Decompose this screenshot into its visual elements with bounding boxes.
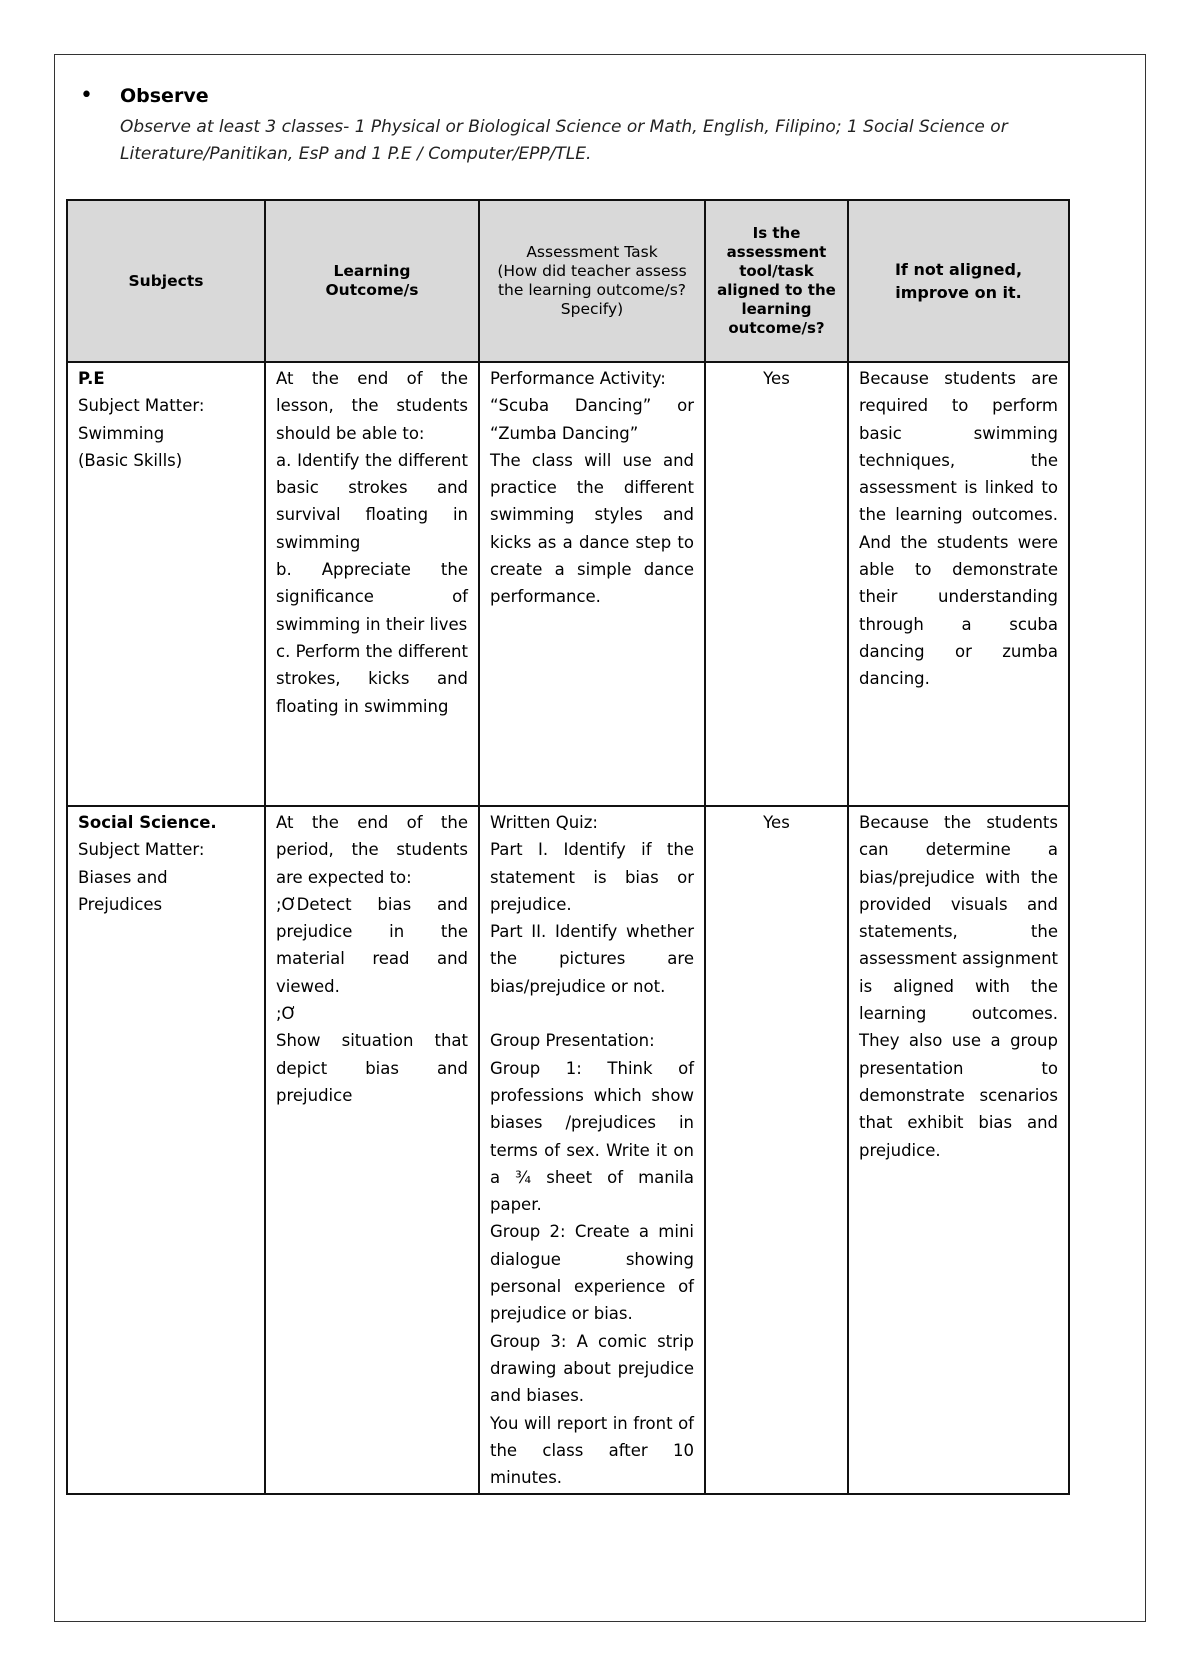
outcomes-text: At the end of the lesson, the students should be able to: a. Identify the different basic strokes and survival floating in swimming b. Appreciate the significance of swimming in their lives c. Perform the different strokes, kicks and floating in swimming [276, 369, 468, 716]
improve-text: Because the students can determine a bias/prejudice with the provided visuals and statements, the assessment assignment is aligned with the learning outcomes. They also use a group presentation to demonstrate scenarios that exhibit bias and prejudice. [859, 813, 1059, 1160]
header-aligned: Is the assessment tool/task aligned to the learning outcome/s? [705, 200, 848, 362]
improve-cell [848, 806, 1069, 1494]
header-assessment-task: Assessment Task (How did teacher assess the learning outcome/s? Specify) [479, 200, 705, 362]
aligned-value: Yes [763, 813, 790, 832]
outcomes-cell [265, 362, 479, 806]
instruction-text: Observe at least 3 classes- 1 Physical or Biological Science or Math, English, Filipino; 1 Social Science or Literature/Panitikan, EsP and 1 P.E / Computer/EPP/TLE. [120, 117, 1008, 164]
table-header-row [67, 200, 1069, 362]
table-row [67, 362, 1069, 806]
assessment-text: Written Quiz: Part I. Identify if the statement is bias or prejudice. Part II. Identify whether the pictures are bias/prejudice or not. Group Presentation: Group 1: Think of professions which show biases /prejudices in terms of sex. Write it on a ¾ sheet of manila paper. Group 2: Create a mini dialogue showing personal experience of prejudice or bias. Group 3: A comic strip drawing about prejudice and biases. You will report in front of the class after 10 minutes. [490, 813, 694, 1488]
assessment-cell [479, 806, 705, 1494]
aligned-cell [705, 362, 848, 806]
observation-table [66, 199, 1070, 1495]
assessment-text: Performance Activity: “Scuba Dancing” or “Zumba Dancing” The class will use and practice the different swimming styles and kicks as a dance step to create a simple dance performance. [490, 369, 694, 607]
bullet-icon: • [80, 83, 93, 108]
aligned-value: Yes [763, 369, 790, 388]
header-learning-outcomes: Learning Outcome/s [265, 200, 479, 362]
subject-title: Social Science. [78, 813, 217, 832]
improve-cell [848, 362, 1069, 806]
subject-detail: Subject Matter: Biases and Prejudices [78, 840, 205, 914]
header-improve: If not aligned, improve on it. [848, 200, 1069, 362]
header-subjects: Subjects [67, 200, 265, 362]
subject-cell [67, 806, 265, 1494]
observe-heading [80, 84, 209, 108]
outcomes-cell [265, 806, 479, 1494]
subject-detail: Subject Matter: Swimming (Basic Skills) [78, 396, 205, 470]
improve-text: Because students are required to perform basic swimming techniques, the assessment is linked to the learning outcomes. And the students were able to demonstrate their understanding through a scuba dancing or zumba dancing. [859, 369, 1058, 689]
aligned-cell [705, 806, 848, 1494]
table-row [67, 806, 1069, 1494]
subject-title: P.E [78, 369, 105, 388]
outcomes-text: At the end of the period, the students are expected to: ;ƠDetect bias and prejudice in the material read and viewed. ;Ơ Show situation that depict bias and prejudice [276, 813, 468, 1105]
subject-cell [67, 362, 265, 806]
section-title: Observe [120, 85, 209, 107]
assessment-cell [479, 362, 705, 806]
